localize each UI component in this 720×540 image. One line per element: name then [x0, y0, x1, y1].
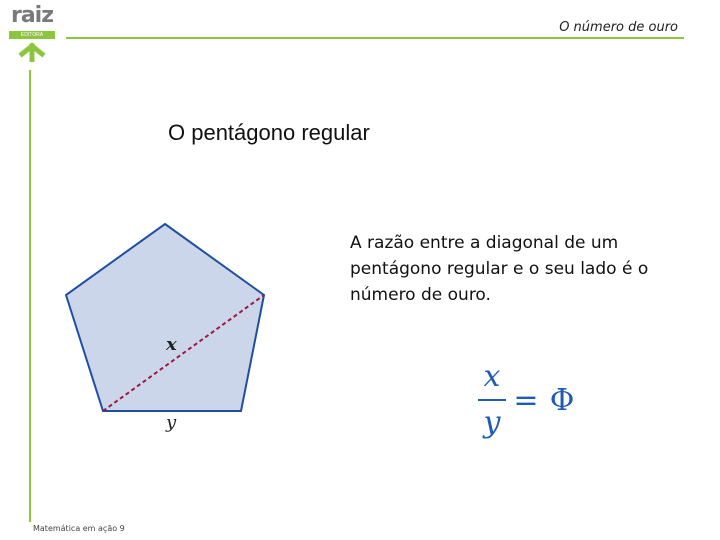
footer-text: Matemática em ação 9 — [33, 524, 125, 533]
golden-ratio-formula — [470, 358, 590, 450]
publisher-logo — [6, 4, 58, 62]
formula-denominator: y — [483, 405, 501, 440]
pentagon-figure — [60, 218, 280, 438]
formula-phi: Φ — [549, 383, 575, 418]
formula-numerator: x — [483, 359, 501, 394]
logo-subtext: EDITORA — [9, 31, 55, 39]
side-label: y — [166, 412, 177, 433]
diagonal-label: x — [166, 334, 177, 355]
logo-arrow-icon — [16, 40, 48, 62]
header-divider — [66, 37, 684, 39]
header-title: O número de ouro — [559, 20, 678, 35]
side-divider — [29, 70, 31, 522]
slide-description: A razão entre a diagonal de um pentágono regular e o seu lado é o número de ouro. — [350, 233, 649, 305]
slide-title: O pentágono regular — [168, 120, 370, 145]
logo-text: raiz — [10, 3, 54, 28]
formula-equals: = — [513, 383, 539, 418]
